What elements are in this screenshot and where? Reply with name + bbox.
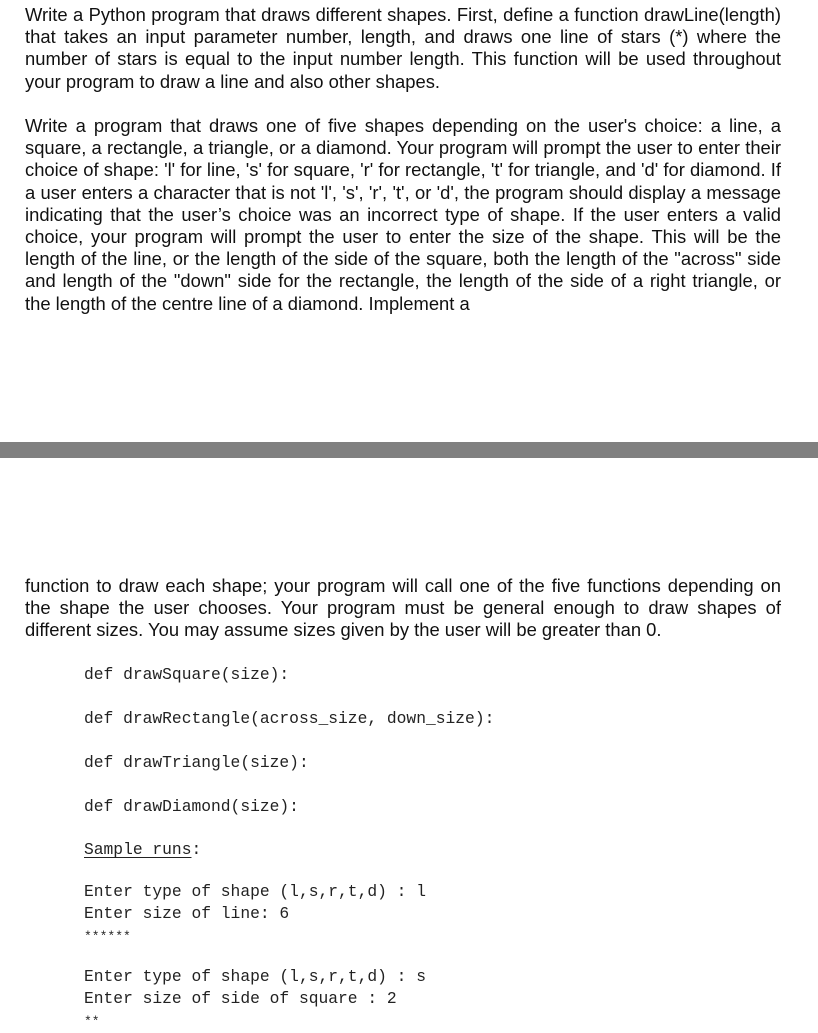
run1-line-output: ******: [84, 929, 131, 944]
instructions-paragraph: Write a program that draws one of five shapes depending on the user's choice: a line, a square, a rectangle, a triangle, or a diamond. Your program will prompt the user to enter their choice of shape: 'l' for line, 's' for square, 'r' for rectangle, 't' for triangle, and 'd' for diamond. If a user enters a character that is not 'l', 's', 'r', 't', or 'd', the program should display a message indicating that the user’s choice was an incorrect type of shape. If the user enters a valid choice, your program will prompt the user to enter the size of the shape. This will be the length of the line, or the length of the side of the square, both the length of the "across" side and length of the "down" side for the rectangle, the length of the side of a right triangle, or the length of the centre line of a diamond. Implement a: [25, 115, 781, 314]
code-def-drawsquare: def drawSquare(size):: [84, 665, 290, 684]
run2-square-output: **: [84, 1014, 100, 1029]
code-def-drawdiamond: def drawDiamond(size):: [84, 797, 299, 816]
run1-size-prompt: Enter size of line: 6: [84, 904, 290, 923]
intro-paragraph: Write a Python program that draws different shapes. First, define a function drawLine(length) that takes an input parameter number, length, and draws one line of stars (*) where the number of stars is equal to the input number length. This function will be used throughout your program to draw a line and also other shapes.: [25, 4, 781, 92]
run2-type-prompt: Enter type of shape (l,s,r,t,d) : s: [84, 967, 426, 986]
page-separator: [0, 442, 818, 458]
sample-runs-label: Sample runs: [84, 840, 192, 859]
functions-paragraph: function to draw each shape; your program will call one of the five functions depending on the shape the user chooses. Your program must be general enough to draw shapes of different sizes. You may assume sizes given by the user will be greater than 0.: [25, 575, 781, 641]
document-page-top: [0, 0, 818, 442]
run1-type-prompt: Enter type of shape (l,s,r,t,d) : l: [84, 882, 426, 901]
code-def-drawtriangle: def drawTriangle(size):: [84, 753, 309, 772]
code-def-drawrectangle: def drawRectangle(across_size, down_size):: [84, 709, 495, 728]
sample-runs-colon: :: [191, 840, 202, 859]
sample-runs-heading: [84, 839, 201, 861]
run2-size-prompt: Enter size of side of square : 2: [84, 989, 397, 1008]
